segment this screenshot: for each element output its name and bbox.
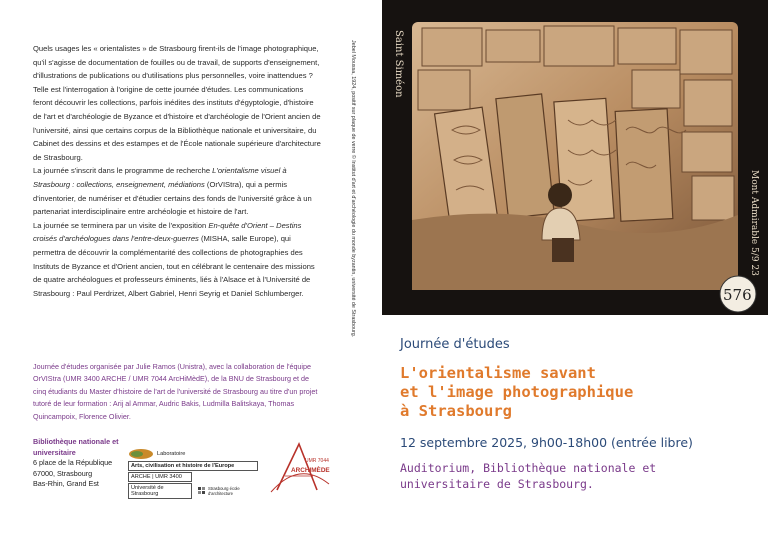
- event-title-line-3: à Strasbourg: [400, 402, 512, 420]
- event-venue-line-2: universitaire de Strasbourg.: [400, 477, 594, 491]
- archival-photograph: [382, 0, 768, 315]
- univ-label: Université de Strasbourg: [128, 483, 192, 499]
- event-date: 12 septembre 2025, 9h00-18h00 (entrée libre): [400, 435, 693, 450]
- event-kicker: Journée d'études: [400, 337, 510, 352]
- organizer-credits: Journée d'études organisée par Julie Ramos (Unistra), avec la collaboration de l'équipe OrVIStra (UMR 3400 ARCHE / UMR 7044 ArcHiMèdE), de la BNU de Strasbourg et de cinq étudiants du Master d'histoire de l'art de l'université de Strasbourg au titre d'un projet tutoré de leur formation : Arij al Ammar, Audric Bakis, Ludmilla Balitskaya, Thomas Quincampoix, Florence Olivier.: [33, 362, 318, 421]
- lab-label: Laboratoire: [157, 451, 186, 457]
- ensas-logo-icon: [198, 487, 206, 495]
- intro-p2-end: (OrVIStra), qui a permis d'inventorier, de numériser et d'étudier certains des fonds de l'université grâce à un partenariat interdisciplinaire entre archéologie et histoire de l'art.: [33, 179, 312, 217]
- program-title: L'orientalisme visuel à Strasbourg : collections, enseignement, médiations: [33, 166, 287, 189]
- archimede-logo: [265, 440, 335, 496]
- library-name: Bibliothèque nationale et universitaire: [33, 437, 119, 457]
- event-venue-line-1: Auditorium, Bibliothèque nationale et: [400, 461, 657, 475]
- intro-paragraph-3: [33, 219, 323, 301]
- leaf-icon: [128, 448, 154, 460]
- intro-text: [33, 42, 323, 300]
- intro-p2-start: La journée s'inscrit dans le programme de recherche: [33, 166, 213, 176]
- handwritten-left-label: Saint Siméon: [393, 30, 404, 98]
- address-line-1: 6 place de la République: [33, 458, 113, 468]
- photo-caption-text: Jebel Moussa, 1924, positif sur plaque de verre © Institut d'art et d'archéologie du monde byzantin, université de Strasbourg.: [350, 40, 356, 338]
- venue-address: [33, 437, 133, 490]
- archimede-name: ARCHIMÈDE: [291, 467, 330, 474]
- event-title-line-1: L'orientalisme savant: [400, 364, 596, 382]
- intro-p3-start: La journée se terminera par un visite de l'exposition: [33, 220, 209, 230]
- event-title-line-2: et l'image photographique: [400, 383, 634, 401]
- intro-paragraph-2: [33, 164, 323, 218]
- arche-umr: ARCHE | UMR 3400: [128, 472, 192, 482]
- arche-logo: [128, 448, 258, 496]
- archimede-emblem-icon: [265, 440, 335, 496]
- address-line-3: Bas-Rhin, Grand Est: [33, 479, 99, 489]
- handwritten-right-label: Mont Admirable 5/9 23: [749, 170, 759, 276]
- plate-number: 576: [723, 286, 752, 304]
- intro-p3-end: (MISHA, salle Europe), qui permettra de découvrir la complémentarité des collections de photographies des Instituts de Byzance et d'Orient ancien, tout en célébrant le centenaire des missions de quatre archéologues et professeurs éminents, liés à l'Alsace et à l'Université de Strasbourg : Paul Perdrizet, Albert Gabriel, Henri Seyrig et Daniel Schlumberger.: [33, 234, 315, 298]
- intro-paragraph-1: Quels usages les « orientalistes » de Strasbourg firent-ils de l'image photographique, qu'il s'agisse de documentation de fouilles ou de travail, de supports d'enseignement, d'illustrations de publications ou d'utilisations plus personnelles, voire inattendues ? Telle est l'interrogation à l'origine de cette journée d'études. Les communications feront découvrir les collections, parfois inédites des instituts d'égyptologie, d'histoire de l'art et d'archéologie de Byzance et d'histoire et d'archéologie de l'Orient ancien de l'université, ainsi que certains corpus de la Bibliothèque nationale et universitaire, du Cabinet des dessins et des estampes et de l'École nationale supérieure d'architecture de Strasbourg.: [33, 44, 321, 162]
- address-line-2: 67000, Strasbourg: [33, 468, 93, 478]
- exhibition-title: En-quête d'Orient – Destins croisés d'archéologues dans l'entre-deux-guerres: [33, 220, 302, 244]
- glass-plate-image: [382, 0, 768, 315]
- event-info: [400, 337, 760, 492]
- photo-caption: [344, 40, 358, 410]
- archimede-umr: UMR 7044: [305, 458, 329, 464]
- ensas-label: Strasbourg école d'architecture: [208, 486, 240, 496]
- lab-name: Arts, civilisation et histoire de l'Europe: [128, 461, 258, 471]
